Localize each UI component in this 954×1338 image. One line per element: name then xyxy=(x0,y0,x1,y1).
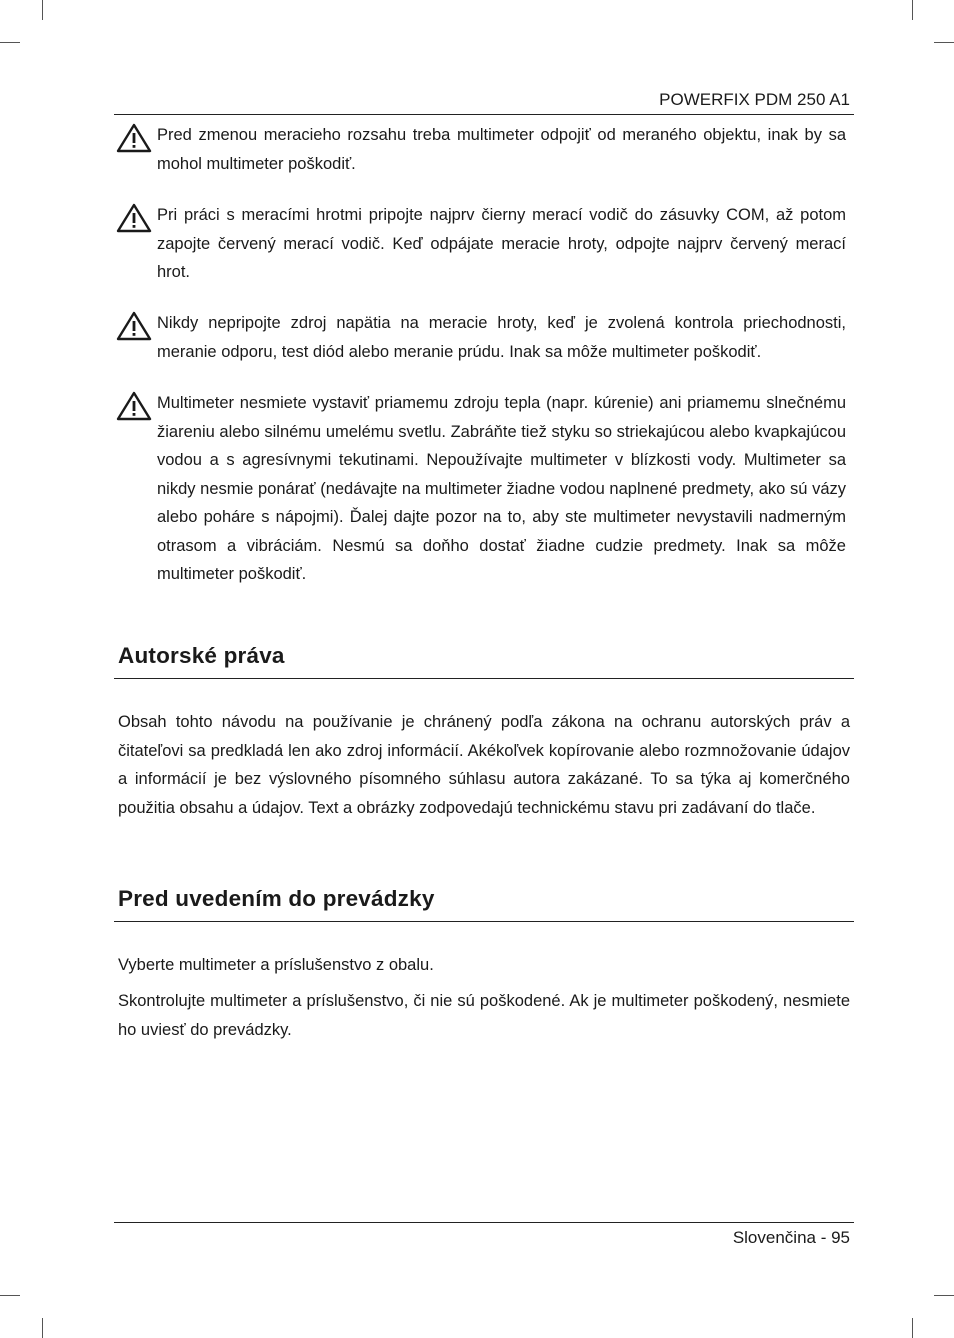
section-rule xyxy=(114,678,854,679)
section-heading-copyright: Autorské práva xyxy=(118,643,285,668)
copyright-paragraph: Obsah tohto návodu na používanie je chránený podľa zákona na ochranu autorských práv a čitateľovi sa predkladá len ako zdroj informácií. Akékoľvek kopírovanie alebo rozmnožovanie údajov a informácií je bez výslovného písomného súhlasu autora zakázané. To sa týka aj komerčného použitia obsahu a údajov. Text a obrázky zodpovedajú technickému stavu pri zadávaní do tlače. xyxy=(118,713,850,818)
warning-triangle-icon xyxy=(116,203,152,233)
crop-mark xyxy=(42,1318,43,1338)
warning-triangle-icon xyxy=(116,311,152,341)
warning-text: Pred zmenou meracieho rozsahu treba multimeter odpojiť od meraného objektu, inak by sa mohol multimeter poškodiť. xyxy=(157,126,846,173)
startup-paragraph: Vyberte multimeter a príslušenstvo z obalu. xyxy=(118,956,434,974)
crop-mark xyxy=(934,1295,954,1296)
crop-mark xyxy=(934,42,954,43)
crop-mark xyxy=(912,0,913,20)
crop-mark xyxy=(0,1295,20,1296)
warning-text: Multimeter nesmiete vystaviť priamemu zdroju tepla (napr. kúrenie) ani priamemu slnečnému žiareniu alebo silnému umelému svetlu. Zabráňte tiež styku so striekajúcou alebo kvapkajúcou vodou a s agresívnymi tekutinami. Nepoužívajte multimeter v blízkosti vody. Multimeter sa nikdy nesmie ponárať (nedávajte na multimeter žiadne vodou naplnené predmety, ako sú vázy alebo poháre s nápojmi). Ďalej dajte pozor na to, aby ste multimeter nevystavili nadmerným otrasom a vibráciám. Nesmú sa doňho dostať žiadne cudzie predmety. Inak sa môže multimeter poškodiť. xyxy=(157,394,846,583)
warning-triangle-icon xyxy=(116,123,152,153)
warning-text: Pri práci s meracími hrotmi pripojte najprv čierny merací vodič do zásuvky COM, až potom zapojte červený merací vodič. Keď odpájate meracie hroty, odpojte najprv červený merací hrot. xyxy=(157,206,846,281)
header-rule xyxy=(114,114,854,115)
crop-mark xyxy=(0,42,20,43)
page-number-label: Slovenčina - 95 xyxy=(732,1228,850,1247)
crop-mark xyxy=(912,1318,913,1338)
footer-rule xyxy=(114,1222,854,1223)
warning-triangle-icon xyxy=(116,391,152,421)
section-rule xyxy=(114,921,854,922)
warning-text: Nikdy nepripojte zdroj napätia na meracie hroty, keď je zvolená kontrola priechodnosti, meranie odporu, test diód alebo meranie prúdu. Inak sa môže multimeter poškodiť. xyxy=(157,314,846,361)
crop-mark xyxy=(42,0,43,20)
document-header-title: POWERFIX PDM 250 A1 xyxy=(659,90,850,109)
startup-paragraph: Skontrolujte multimeter a príslušenstvo, či nie sú poškodené. Ak je multimeter poškodený, nesmiete ho uviesť do prevádzky. xyxy=(118,992,850,1039)
section-heading-startup: Pred uvedením do prevádzky xyxy=(118,886,435,911)
